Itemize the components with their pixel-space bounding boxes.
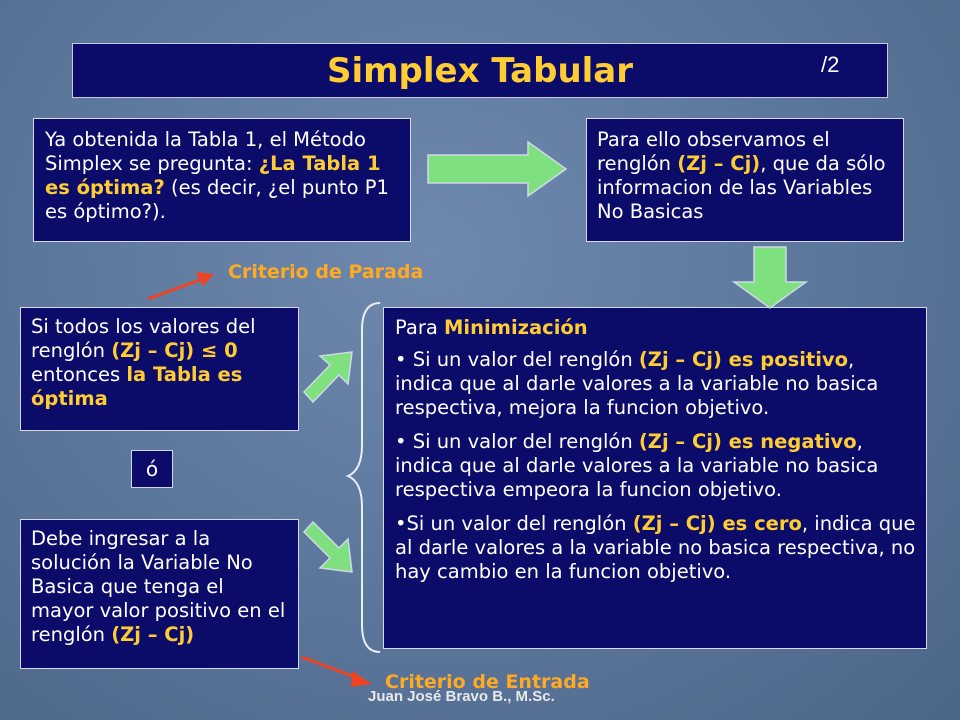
criterio-parada-label: Criterio de Parada [228, 261, 424, 283]
stop-highlight-1: (Zj – Cj) ≤ 0 [111, 339, 238, 362]
bullet-zero-hl: (Zj – Cj) es cero [632, 512, 802, 535]
criterio-entrada-label: Criterio de Entrada [385, 671, 590, 693]
intro-question: ¿La Tabla 1 es óptima? [45, 152, 381, 199]
brace-icon [348, 303, 380, 652]
bullet-zero-post: , indica que al darle valores a la variable no basica respectiva, no hay cambio en la funcion objetivo. [395, 512, 916, 583]
bullet-negative-post: , indica que al darle valores a la variable no basica respectiva empeora la funcion objetivo. [395, 430, 879, 501]
bullet-zero [395, 512, 918, 584]
observe-highlight: (Zj – Cj) [677, 152, 761, 175]
min-para: Para [395, 316, 444, 339]
or-label: ó [145, 457, 159, 481]
min-title: Minimización [444, 316, 588, 339]
intro-text-1: Ya obtenida la Tabla 1, el Método Simplex se pregunta: [45, 128, 366, 175]
red-arrow-parada-icon [196, 272, 214, 286]
slide-title: Simplex Tabular [326, 51, 634, 91]
stop-highlight-2: la Tabla es óptima [31, 363, 243, 410]
bullet-negative [395, 430, 918, 502]
up-left-arrow-icon [304, 352, 352, 402]
entry-text: Debe ingresar a la solución la Variable No Basica que tenga el mayor valor positivo en el renglón [31, 527, 286, 646]
observe-box [586, 118, 904, 242]
observe-text-1: Para ello observamos el renglón [597, 128, 830, 175]
page-number: /2 [821, 52, 840, 77]
or-box [131, 450, 173, 488]
down-left-arrow-icon [304, 522, 352, 572]
right-arrow-icon [428, 142, 566, 196]
stop-text-2: entonces [31, 363, 127, 386]
intro-box [33, 118, 411, 242]
minimization-box [383, 307, 927, 649]
footer-author: Juan José Bravo B., M.Sc. [368, 688, 555, 705]
bullet-zero-pre: •Si un valor del renglón [395, 512, 633, 535]
bullet-positive [395, 348, 918, 420]
stop-criterion-box [20, 307, 299, 431]
intro-text-2: (es decir, ¿el punto P1 es óptimo?). [45, 176, 389, 223]
bullet-positive-post: , indica que al darle valores a la variable no basica respectiva, mejora la funcion objetivo. [395, 348, 879, 419]
bullet-negative-hl: (Zj – Cj) es negativo [638, 430, 857, 453]
entry-criterion-box [20, 519, 299, 669]
red-arrow-entrada-icon [351, 671, 372, 687]
down-arrow-icon [734, 247, 806, 308]
bullet-negative-pre: • Si un valor del renglón [395, 430, 639, 453]
bullet-positive-hl: (Zj – Cj) es positivo [638, 348, 849, 371]
stop-text-1: Si todos los valores del renglón [31, 315, 256, 362]
observe-text-2: , que da sólo informacion de las Variables No Basicas [597, 152, 886, 223]
bullet-positive-pre: • Si un valor del renglón [395, 348, 639, 371]
entry-highlight: (Zj – Cj) [111, 623, 195, 646]
title-bar [72, 43, 888, 98]
